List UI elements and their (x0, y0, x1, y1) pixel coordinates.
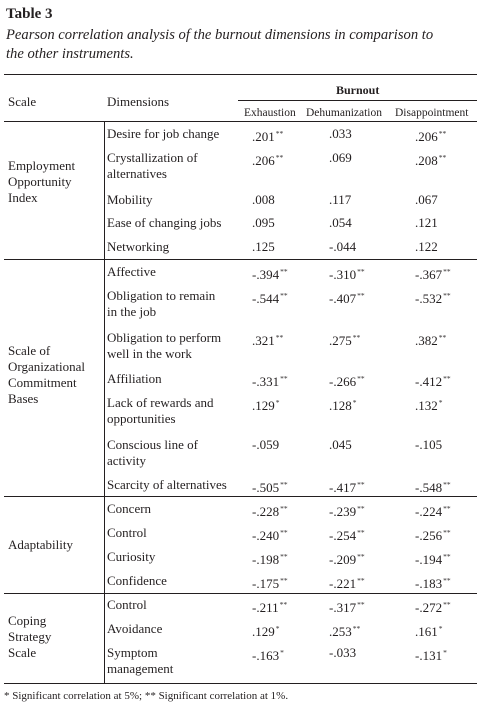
scale-name-line: Scale of (8, 343, 51, 358)
dimension-label (107, 192, 153, 208)
dimension-label (107, 395, 213, 427)
correlation-cell (329, 126, 352, 142)
correlation-value: -.033 (329, 645, 357, 660)
correlation-cell (329, 215, 352, 231)
disappointment-column-header: Disappointment (395, 107, 469, 119)
correlation-value: -.407 (329, 291, 357, 306)
dimension-label-line: alternatives (107, 166, 167, 181)
burnout-underline (238, 100, 477, 101)
dimension-label-line: Avoidance (107, 621, 163, 636)
significance-marker: ** (275, 129, 284, 138)
correlation-cell (252, 215, 275, 231)
correlation-value: .206 (415, 129, 438, 144)
correlation-value: .033 (329, 126, 352, 141)
correlation-cell (252, 239, 275, 255)
correlation-value: -.254 (329, 528, 357, 543)
significance-marker: * (438, 398, 443, 407)
significance-marker: ** (280, 528, 288, 537)
correlation-cell (415, 437, 442, 453)
scale-name-line: Strategy (8, 629, 52, 644)
scale-name (8, 613, 51, 661)
correlation-value: .125 (252, 239, 275, 254)
significance-marker: ** (443, 576, 451, 585)
dimension-label-line: Desire for job change (107, 126, 220, 141)
scale-name-line: Coping (8, 613, 47, 628)
correlation-cell (252, 192, 275, 208)
scale-name-line: Bases (8, 391, 39, 406)
correlation-value: .117 (329, 192, 352, 207)
dimension-label (107, 371, 162, 387)
correlation-value: .275 (329, 333, 352, 348)
group-rule (4, 593, 477, 594)
correlation-value: -.394 (252, 267, 280, 282)
correlation-value: .201 (252, 129, 275, 144)
correlation-value: .122 (415, 239, 438, 254)
dimension-label-line: Concern (107, 501, 152, 516)
dimension-label-line: Curiosity (107, 549, 156, 564)
correlation-value: .161 (415, 624, 438, 639)
significance-marker: * (280, 648, 284, 657)
dimension-label-line: Control (107, 597, 147, 612)
dimension-label (107, 597, 147, 613)
exhaustion-column-header: Exhaustion (244, 107, 296, 119)
correlation-cell (415, 288, 451, 307)
significance-marker: ** (443, 504, 451, 513)
significance-marker: ** (357, 374, 365, 383)
correlation-value: -.544 (252, 291, 280, 306)
significance-marker: ** (280, 374, 288, 383)
dimension-label (107, 330, 221, 362)
header-rule (4, 121, 477, 122)
significance-marker: * (275, 624, 280, 633)
correlation-value: -.548 (415, 480, 443, 495)
dimension-label-line: Mobility (107, 192, 153, 207)
significance-marker: * (275, 398, 280, 407)
significance-marker: ** (279, 600, 288, 609)
correlation-cell (415, 549, 451, 568)
dimension-label-line: opportunities (107, 411, 176, 426)
correlation-cell (329, 597, 365, 616)
dimension-label-line: Obligation to remain (107, 288, 216, 303)
correlation-value: -.175 (252, 576, 280, 591)
dimension-label-line: Networking (107, 239, 170, 254)
correlation-cell (415, 192, 438, 208)
significance-marker: ** (443, 600, 451, 609)
correlation-cell (415, 501, 451, 520)
correlation-value: -.198 (252, 552, 280, 567)
scale-name-line: Scale (8, 645, 37, 660)
correlation-value: .069 (329, 150, 352, 165)
correlation-value: .253 (329, 624, 352, 639)
significance-marker: ** (357, 267, 365, 276)
dimension-label-line: Crystallization of (107, 150, 198, 165)
correlation-value: .128 (329, 398, 352, 413)
significance-marker: ** (443, 374, 451, 383)
dimension-label-line: Lack of rewards and (107, 395, 214, 410)
dimension-label (107, 288, 215, 320)
significance-marker: ** (357, 600, 365, 609)
correlation-value: -.224 (415, 504, 443, 519)
correlation-value: .129 (252, 398, 275, 413)
correlation-cell (252, 477, 288, 496)
dimension-label-line: Conscious line of (107, 437, 198, 452)
significance-marker: ** (357, 552, 365, 561)
dimension-label-line: in the job (107, 304, 157, 319)
dimension-label-line: activity (107, 453, 146, 468)
correlation-cell (329, 573, 365, 592)
correlation-value: -.183 (415, 576, 443, 591)
correlation-value: .095 (252, 215, 275, 230)
top-rule (4, 74, 477, 75)
dimension-label (107, 525, 147, 541)
correlation-cell (329, 371, 365, 390)
correlation-cell (252, 126, 283, 145)
correlation-cell (415, 645, 447, 664)
correlation-cell (329, 330, 360, 349)
correlation-cell (252, 395, 280, 414)
scale-name-line: Opportunity (8, 174, 72, 189)
correlation-cell (415, 525, 451, 544)
dimension-label-line: Confidence (107, 573, 167, 588)
significance-marker: ** (280, 267, 288, 276)
scale-column-header: Scale (8, 94, 37, 109)
correlation-value: -.105 (415, 437, 443, 452)
correlation-value: -.221 (329, 576, 357, 591)
significance-marker: ** (438, 333, 447, 342)
significance-marker: ** (357, 291, 365, 300)
caption-line-1: Pearson correlation analysis of the burnout dimensions in comparison to (6, 27, 434, 43)
correlation-value: -.417 (329, 480, 357, 495)
correlation-value: -.272 (415, 600, 443, 615)
dimension-label (107, 126, 219, 142)
correlation-value: -.194 (415, 552, 443, 567)
correlation-cell (415, 395, 443, 414)
dimension-label (107, 239, 169, 255)
correlation-cell (415, 597, 451, 616)
correlation-value: .045 (329, 437, 352, 452)
table-label: Table 3 (6, 6, 53, 22)
correlation-value: -.163 (252, 648, 280, 663)
significance-marker: ** (280, 576, 288, 585)
burnout-group-header: Burnout (336, 83, 380, 97)
significance-marker: ** (443, 291, 451, 300)
correlation-value: -.310 (329, 267, 357, 282)
significance-marker: ** (280, 291, 288, 300)
correlation-value: -.256 (415, 528, 443, 543)
scale-name-line: Employment (8, 158, 76, 173)
correlation-cell (252, 330, 283, 349)
scale-name-line: Organizational (8, 359, 86, 374)
correlation-value: -.131 (415, 648, 443, 663)
significance-marker: ** (438, 129, 447, 138)
correlation-value: .008 (252, 192, 275, 207)
group-divider-line (104, 593, 105, 683)
significance-marker: ** (357, 528, 365, 537)
significance-marker: * (443, 648, 447, 657)
dimension-label-line: management (107, 661, 174, 676)
dimension-label (107, 215, 221, 231)
correlation-cell (252, 437, 279, 453)
correlation-value: -.532 (415, 291, 443, 306)
group-rule (4, 496, 477, 497)
significance-marker: ** (443, 528, 451, 537)
scale-name-line: Commitment (8, 375, 77, 390)
correlation-cell (329, 621, 360, 640)
correlation-cell (415, 330, 446, 349)
correlation-cell (252, 549, 288, 568)
correlation-value: -.211 (252, 600, 279, 615)
scale-name (8, 537, 73, 553)
dimension-label (107, 264, 156, 280)
correlation-cell (415, 126, 446, 145)
significance-marker: ** (438, 153, 447, 162)
dimension-label-line: Control (107, 525, 147, 540)
correlation-value: -.505 (252, 480, 280, 495)
correlation-cell (415, 264, 451, 283)
dimension-label (107, 621, 162, 637)
correlation-value: .206 (252, 153, 275, 168)
correlation-cell (252, 501, 288, 520)
dimension-label (107, 477, 227, 493)
dehumanization-column-header: Dehumanization (306, 107, 383, 119)
caption-line-2: the other instruments. (6, 46, 134, 62)
correlation-cell (329, 264, 365, 283)
significance-marker: ** (443, 480, 451, 489)
group-rule (4, 259, 477, 260)
scale-name-line: Adaptability (8, 537, 73, 552)
dimensions-column-header: Dimensions (107, 94, 170, 109)
significance-marker: ** (443, 552, 451, 561)
significance-marker: ** (357, 576, 365, 585)
correlation-value: .132 (415, 398, 438, 413)
correlation-cell (329, 525, 365, 544)
correlation-value: .129 (252, 624, 275, 639)
correlation-value: .382 (415, 333, 438, 348)
correlation-value: -.412 (415, 374, 443, 389)
significance-marker: ** (352, 624, 361, 633)
significance-marker: ** (352, 333, 361, 342)
significance-marker: * (352, 398, 357, 407)
group-divider-line (104, 259, 105, 496)
correlation-cell (415, 150, 446, 169)
correlation-value: -.367 (415, 267, 443, 282)
dimension-label-line: Ease of changing jobs (107, 215, 222, 230)
dimension-label-line: Symptom (107, 645, 158, 660)
table-caption (6, 26, 478, 64)
correlation-cell (415, 477, 451, 496)
correlation-value: -.239 (329, 504, 357, 519)
correlation-cell (252, 573, 288, 592)
correlation-cell (415, 239, 438, 255)
correlation-cell (415, 371, 451, 390)
correlation-value: .067 (415, 192, 438, 207)
correlation-value: -.059 (252, 437, 280, 452)
correlation-cell (329, 501, 365, 520)
correlation-value: -.228 (252, 504, 280, 519)
dimension-label (107, 549, 155, 565)
dimension-label (107, 437, 198, 469)
correlation-cell (252, 371, 288, 390)
correlation-cell (252, 597, 287, 616)
significance-marker: ** (280, 504, 288, 513)
significance-marker: ** (443, 267, 451, 276)
correlation-cell (252, 264, 288, 283)
correlation-value: -.266 (329, 374, 357, 389)
correlation-cell (329, 150, 352, 166)
dimension-label-line: well in the work (107, 346, 192, 361)
correlation-cell (329, 239, 356, 255)
significance-marker: * (438, 624, 443, 633)
significance-marker: ** (357, 504, 365, 513)
correlation-cell (415, 621, 443, 640)
correlation-cell (252, 150, 283, 169)
correlation-cell (329, 477, 365, 496)
scale-name-line: Index (8, 190, 38, 205)
dimension-label (107, 573, 167, 589)
correlation-value: .054 (329, 215, 352, 230)
correlation-cell (329, 645, 356, 661)
correlation-value: .208 (415, 153, 438, 168)
significance-marker: ** (357, 480, 365, 489)
significance-marker: ** (275, 333, 284, 342)
dimension-label (107, 501, 151, 517)
group-divider-line (104, 496, 105, 593)
dimension-label (107, 150, 198, 182)
dimension-label-line: Obligation to perform (107, 330, 222, 345)
dimension-label (107, 645, 173, 677)
correlation-value: -.331 (252, 374, 280, 389)
correlation-value: -.240 (252, 528, 280, 543)
dimension-label-line: Affiliation (107, 371, 162, 386)
scale-name (8, 158, 75, 206)
correlation-value: -.044 (329, 239, 357, 254)
correlation-cell (415, 573, 451, 592)
correlation-value: .121 (415, 215, 438, 230)
group-divider-line (104, 121, 105, 259)
correlation-value: .321 (252, 333, 275, 348)
correlation-cell (329, 192, 351, 208)
correlation-value: -.317 (329, 600, 357, 615)
correlation-cell (329, 288, 365, 307)
significance-marker: ** (280, 552, 288, 561)
correlation-value: -.209 (329, 552, 357, 567)
correlation-cell (252, 621, 280, 640)
correlation-cell (252, 525, 288, 544)
correlation-cell (329, 395, 357, 414)
correlation-cell (329, 437, 352, 453)
scale-name (8, 343, 85, 407)
correlation-cell (252, 645, 284, 664)
dimension-label-line: Affective (107, 264, 156, 279)
correlation-cell (252, 288, 288, 307)
correlation-cell (415, 215, 438, 231)
correlation-cell (329, 549, 365, 568)
table-footnote: * Significant correlation at 5%; ** Significant correlation at 1%. (4, 690, 289, 702)
significance-marker: ** (275, 153, 284, 162)
significance-marker: ** (280, 480, 288, 489)
group-rule (4, 683, 477, 684)
dimension-label-line: Scarcity of alternatives (107, 477, 227, 492)
